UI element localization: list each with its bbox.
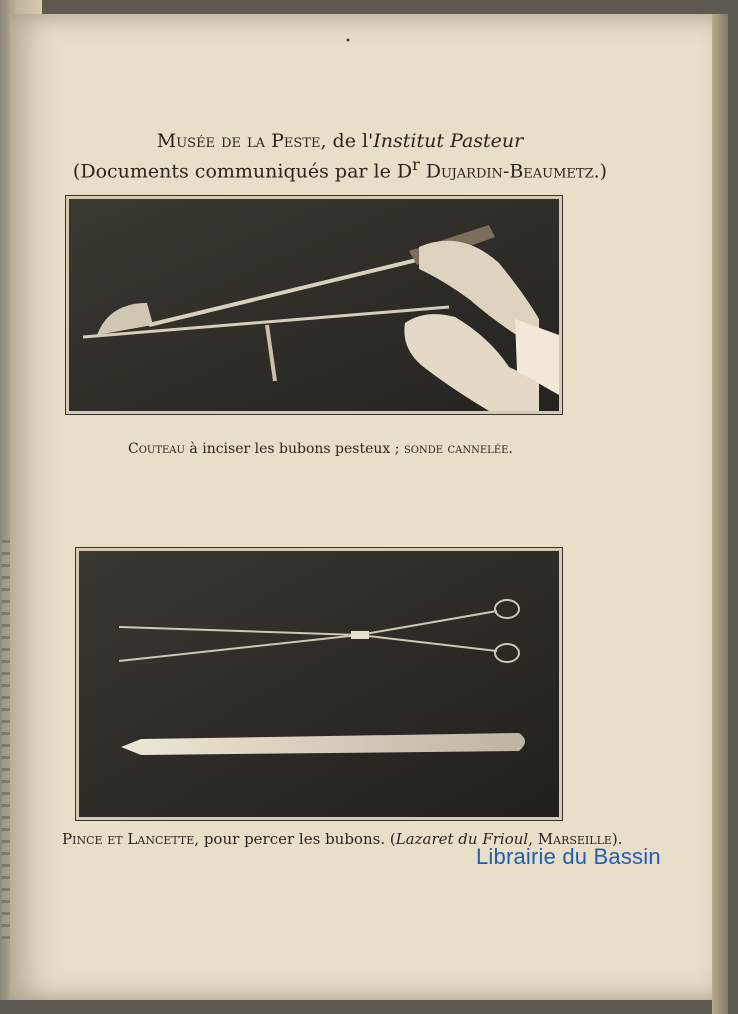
- page-mark: •: [345, 36, 351, 47]
- photo-knife-probe-image: [69, 199, 559, 411]
- heading-institut: Institut Pasteur: [373, 130, 524, 152]
- heading-close: .): [593, 160, 608, 183]
- photo-forceps-lancet: [76, 548, 562, 820]
- heading-dr-sup: r: [412, 155, 420, 174]
- caption2-text: , pour percer les bubons. (: [194, 830, 396, 848]
- page-right-edge: [712, 14, 728, 1014]
- heading-joiner: , de l': [320, 130, 374, 152]
- watermark-text: Librairie du Bassin: [476, 844, 661, 869]
- caption2-marseille: Marseille: [537, 830, 612, 848]
- photo-forceps-lancet-image: [79, 551, 559, 817]
- page-heading-line1: [60, 128, 620, 154]
- heading-author: Dujardin-Beaumetz: [419, 160, 594, 183]
- heading-museum-title: Musée de la Peste: [156, 130, 321, 152]
- photo-knife-probe: [66, 196, 562, 414]
- caption2-comma: ,: [528, 830, 538, 848]
- caption1-text: à inciser les bubons pesteux ;: [184, 441, 404, 457]
- heading-documents: (Documents communiqués par le D: [72, 160, 413, 183]
- caption2-pince: Pince et Lancette: [62, 830, 195, 848]
- page-heading-line2: [60, 152, 620, 184]
- caption-knife-probe: [128, 440, 513, 458]
- caption1-sonde: sonde cannelée.: [403, 441, 513, 457]
- caption1-couteau: Couteau: [128, 441, 185, 457]
- caption2-end: ).: [611, 830, 623, 848]
- caption2-lazaret: Lazaret du Frioul: [395, 830, 529, 848]
